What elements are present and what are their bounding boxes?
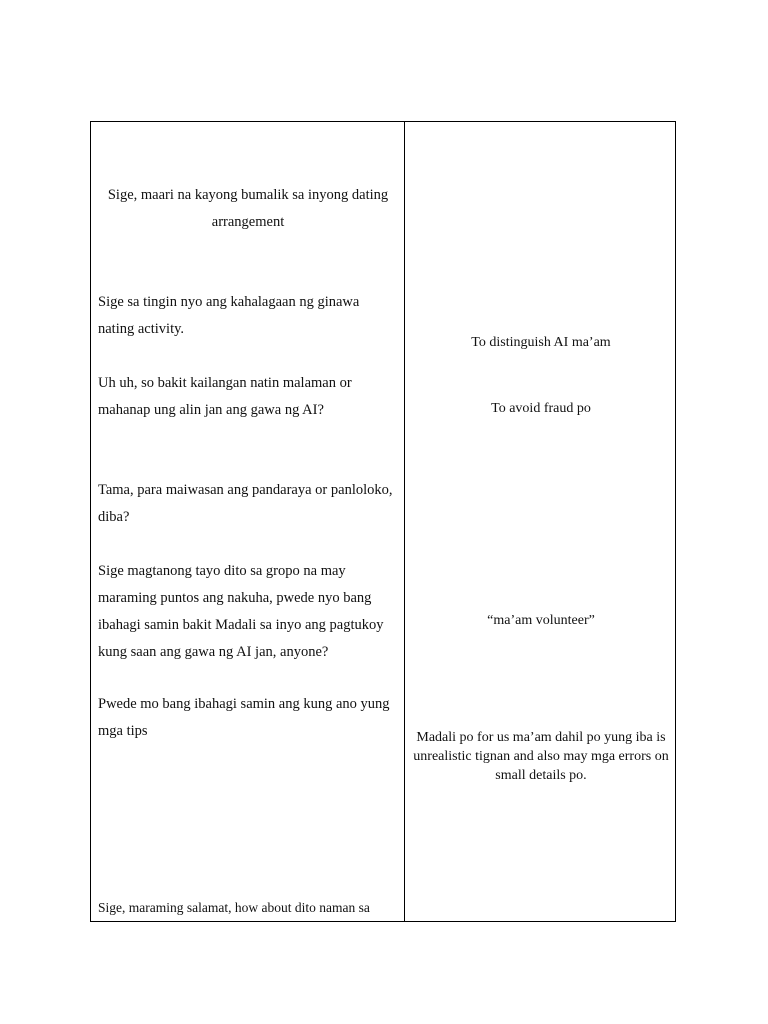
teacher-line-2: Sige sa tingin nyo ang kahalagaan ng ginawa nating activity. xyxy=(98,294,360,337)
teacher-line-4: Tama, para maiwasan ang pandaraya or panloloko, diba? xyxy=(98,482,393,525)
teacher-line-7: Sige, maraming salamat, how about dito naman sa xyxy=(98,900,370,915)
teacher-line-5: Sige magtanong tayo dito sa gropo na may maraming puntos ang nakuha, pwede nyo bang ibahagi samin bakit Madali sa inyo ang pagtukoy kung saan ang gawa ng AI jan, anyone? xyxy=(98,563,384,660)
teacher-line-6: Pwede mo bang ibahagi samin ang kung ano yung mga tips xyxy=(98,696,390,739)
student-response-3: “ma’am volunteer” xyxy=(487,613,595,628)
student-response-4: Madali po for us ma’am dahil po yung iba is unrealistic tignan and also may mga errors on small details po. xyxy=(413,730,669,783)
column-divider xyxy=(404,122,405,921)
dialogue-table xyxy=(90,121,676,922)
teacher-line-1: Sige, maari na kayong bumalik sa inyong dating arrangement xyxy=(107,187,389,230)
teacher-line-3: Uh uh, so bakit kailangan natin malaman or mahanap ung alin jan ang gawa ng AI? xyxy=(98,375,352,418)
student-response-2: To avoid fraud po xyxy=(491,401,591,416)
student-response-1: To distinguish AI ma’am xyxy=(471,335,611,350)
